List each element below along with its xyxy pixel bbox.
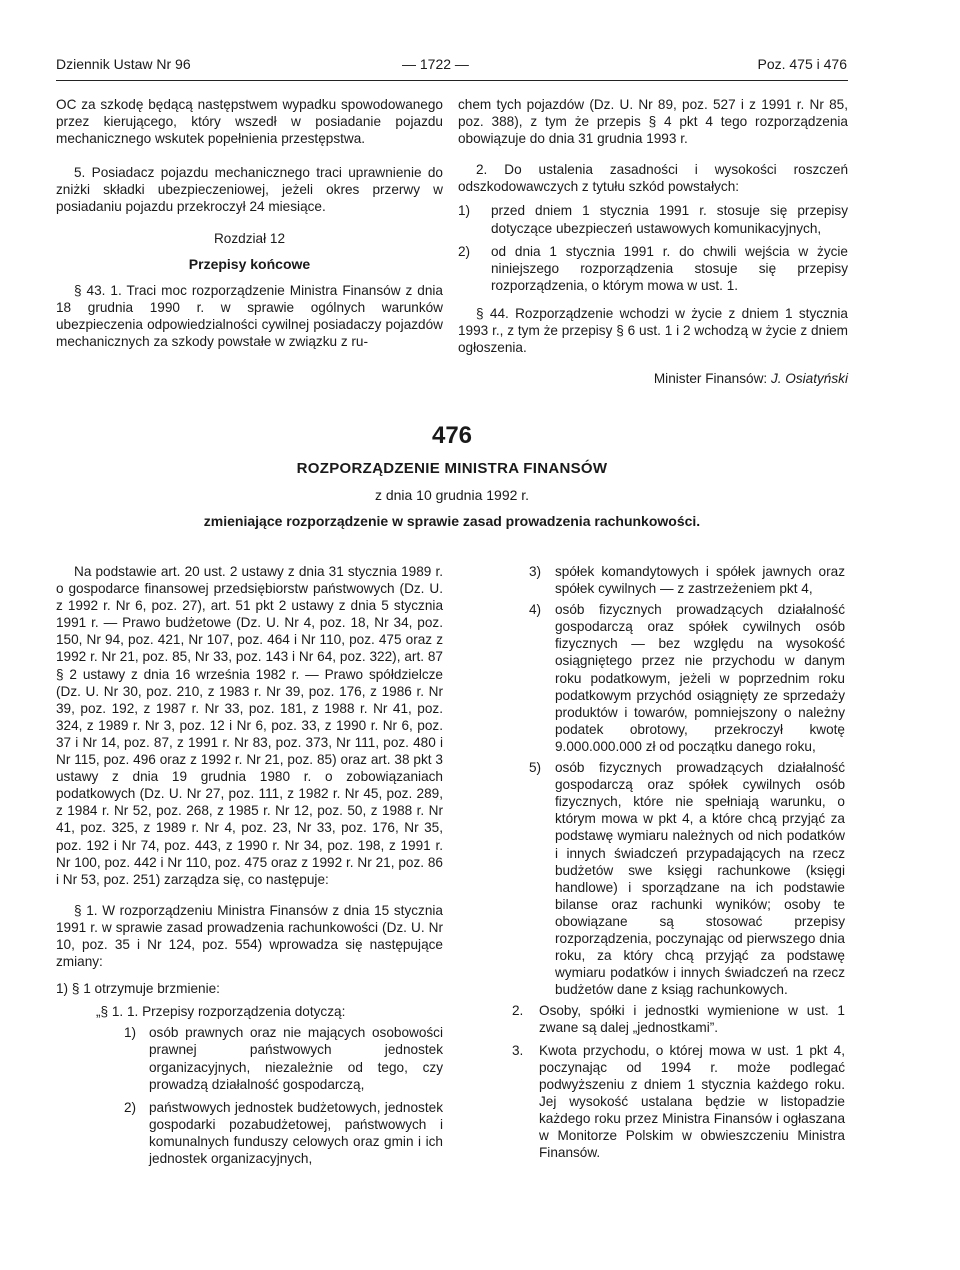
act-date: z dnia 10 grudnia 1992 r. [374,487,530,503]
paragraph: 5. Posiadacz pojazdu mechanicznego traci uprawnienie do zniżki składki ubezpieczeniowej, jeżeli okres przerwy w posiadaniu pojazdu przekroczył 24 miesiące. [56,165,443,215]
list-item: 2) państwowych jednostek budżetowych, jednostek gospodarki pozabudżetowej, państwowych i komunalnych funduszy celowych oraz gmin i ich jednostek organizacyjnych, [124,1099,443,1166]
list-item: 3) spółek komandytowych i spółek jawnych oraz spółek cywilnych — z zastrzeżeniem pkt 4, [529,564,845,597]
list-item: 2) od dnia 1 stycznia 1991 r. do chwili wejścia w życie niniejszego rozporządzenia stosuje się przepisy rozporządzenia, o którym mowa w ust. 1. [458,243,848,293]
chapter-number: Rozdział 12 [213,230,286,246]
paragraph: 1) § 1 otrzymuje brzmienie: [56,981,220,997]
list-item: 3. Kwota przychodu, o której mowa w ust. 1 pkt 4, poczynając od 1994 r. może podlegać podwyższeniu z dniem 1 stycznia każdego roku. Jej wysokość ustalana będzie w listopadzie każdego roku przez Ministra Finansów i ogłaszana w Monitorze Polskim w obwieszczeniu Ministra Finansów. [512,1042,845,1161]
paragraph: Na podstawie art. 20 ust. 2 ustawy z dnia 31 stycznia 1989 r. o gospodarce finansowej przedsiębiorstw państwowych (Dz. U. z 1992 r. Nr 6, poz. 27), art. 51 pkt 2 ustawy z dnia 5 stycznia 1991 r. — Prawo budżetowe (Dz. U. Nr 4, poz. 18, Nr 34, poz. 150, Nr 94, poz. 421, Nr 107, poz. 464 i Nr 110, poz. 475 oraz z 1992 r. Nr 21, poz. 85, Nr 33, poz. 143 i Nr 64, poz. 322), art. 87 § 2 ustawy z dnia 16 września 1982 r. — Prawo spółdzielcze (Dz. U. Nr 30, poz. 210, z 1983 r. Nr 39, poz. 176, z 1986 r. Nr 39, poz. 192, z 1987 r. Nr 33, poz. 181, z 1988 r. Nr 41, poz. 324, z 1989 r. Nr 3, poz. 12 i Nr 6, poz. 33, z 1990 r. Nr 6, poz. 37 i Nr 14, poz. 87, z 1991 r. Nr 83, poz. 373, Nr 111, poz. 480 i Nr 115, poz. 496 oraz z 1992 r. Nr 21, poz. 85) oraz art. 38 pkt 3 ustawy z dnia 19 grudnia 1980 r. o zobowiązaniach podatkowych (Dz. U. Nr 27, poz. 111, z 1982 r. Nr 45, poz. 289, z 1984 r. Nr 52, poz. 268, z 1985 r. Nr 12, poz. 50, z 1988 r. Nr 41, poz. 325, z 1989 r. Nr 4, poz. 23, Nr 33, poz. 176, Nr 35, poz. 192 i Nr 74, poz. 443, z 1990 r. Nr 34, poz. 198, z 1991 r. Nr 100, poz. 442 i Nr 110, poz. 475 oraz z 1992 r. Nr 21, poz. 86 i Nr 53, poz. 251) zarządza się, co następuje: [56,564,443,887]
top-right-column [458,96,848,387]
act-title: ROZPORZĄDZENIE MINISTRA FINANSÓW [296,460,608,477]
list-item: 2. Osoby, spółki i jednostki wymienione w ust. 1 zwane są dalej „jednostkami”. [512,1003,845,1036]
act-number: 476 [431,422,473,449]
paragraph: 2. Do ustalenia zasadności i wysokości roszczeń odszkodowawczych z tytułu szkód powstałych: [458,162,848,195]
signature-name: J. Osiatyński [770,371,848,387]
paragraph: OC za szkodę będącą następstwem wypadku spowodowanego przez kierującego, który wszedł w posiadanie pojazdu mechanicznego wskutek popełnienia przestępstwa. [56,97,443,147]
list-item: 1) przed dniem 1 stycznia 1991 r. stosuje się przepisy dotyczące ubezpieczeń ustawowych komunikacyjnych, [458,203,848,236]
paragraph: § 44. Rozporządzenie wchodzi w życie z dniem 1 stycznia 1993 r., z tym że przepisy § 6 ust. 1 i 2 wchodzą w życie z dniem ogłoszenia. [458,305,848,356]
top-left-column [56,96,443,350]
page-number: — 1722 — [402,56,469,72]
list-item: 1) osób prawnych oraz nie mających osobowości prawnej państwowych jednostek organizacyjnych, niezależnie od tego, czy prowadzą działalność gospodarczą, [124,1025,443,1092]
act-heading [56,422,848,529]
position-numbers: Poz. 475 i 476 [757,56,847,72]
act-subject: zmieniające rozporządzenie w sprawie zasad prowadzenia rachunkowości. [203,513,701,529]
signature: Minister Finansów: J. Osiatyński [653,371,848,387]
list-item: 5) osób fizycznych prowadzących działalność gospodarczą oraz spółek cywilnych osób fizycznych, które nie spełniają warunku, o którym mowa w pkt 4, a które chcą przyjąć za podstawę wymiaru należnych od nich podatków i innych świadczeń przypadających na rzecz budżetów swe księgi rachunkowe (księgi handlowe) i sporządzane na ich podstawie bilanse oraz rachunki wyników; osoby te obowiązane są stosować przepisy rozporządzenia, poczynając od pierwszego dnia roku, za który chcą przyjąć za podstawę wymiaru podatków i innych świadczeń na rzecz budżetów dane z ksiąg rachunkowych. [529,760,845,998]
header-rule [56,80,848,81]
paragraph: § 43. 1. Traci moc rozporządzenie Ministra Finansów z dnia 18 grudnia 1990 r. w sprawie ogólnych warunków ubezpieczenia odpowiedzialności cywilnej posiadaczy pojazdów mechanicznych za szkody powstałe w związku z ru- [56,282,443,350]
bottom-right-column [512,563,845,1161]
paragraph: chem tych pojazdów (Dz. U. Nr 89, poz. 527 i z 1991 r. Nr 85, poz. 388), z tym że przepis § 4 pkt 4 tego rozporządzenia obowiązuje do dnia 31 grudnia 1993 r. [458,97,848,147]
bottom-left-column [56,563,443,1167]
paragraph: „§ 1. 1. Przepisy rozporządzenia dotyczą: [96,1004,346,1020]
journal-title: Dziennik Ustaw Nr 96 [56,56,191,72]
paragraph: § 1. W rozporządzeniu Ministra Finansów z dnia 15 stycznia 1991 r. w sprawie zasad prowadzenia rachunkowości (Dz. U. Nr 10, poz. 35 i Nr 124, poz. 554) wprowadza się następujące zmiany: [56,902,443,970]
chapter-title: Przepisy końcowe [188,255,311,272]
list-item: 4) osób fizycznych prowadzących działalność gospodarczą oraz spółek cywilnych osób fizycznych — bez względu na wysokość osiągniętego przez nie przychodu w danym roku podatkowym, jeżeli w poprzednim roku podatkowym przychód osiągnięty ze sprzedaży produktów i towarów, pomniejszony o należny podatek obrotowy, przekroczył kwotę 9.000.000.000 zł od początku danego roku, [529,602,845,754]
